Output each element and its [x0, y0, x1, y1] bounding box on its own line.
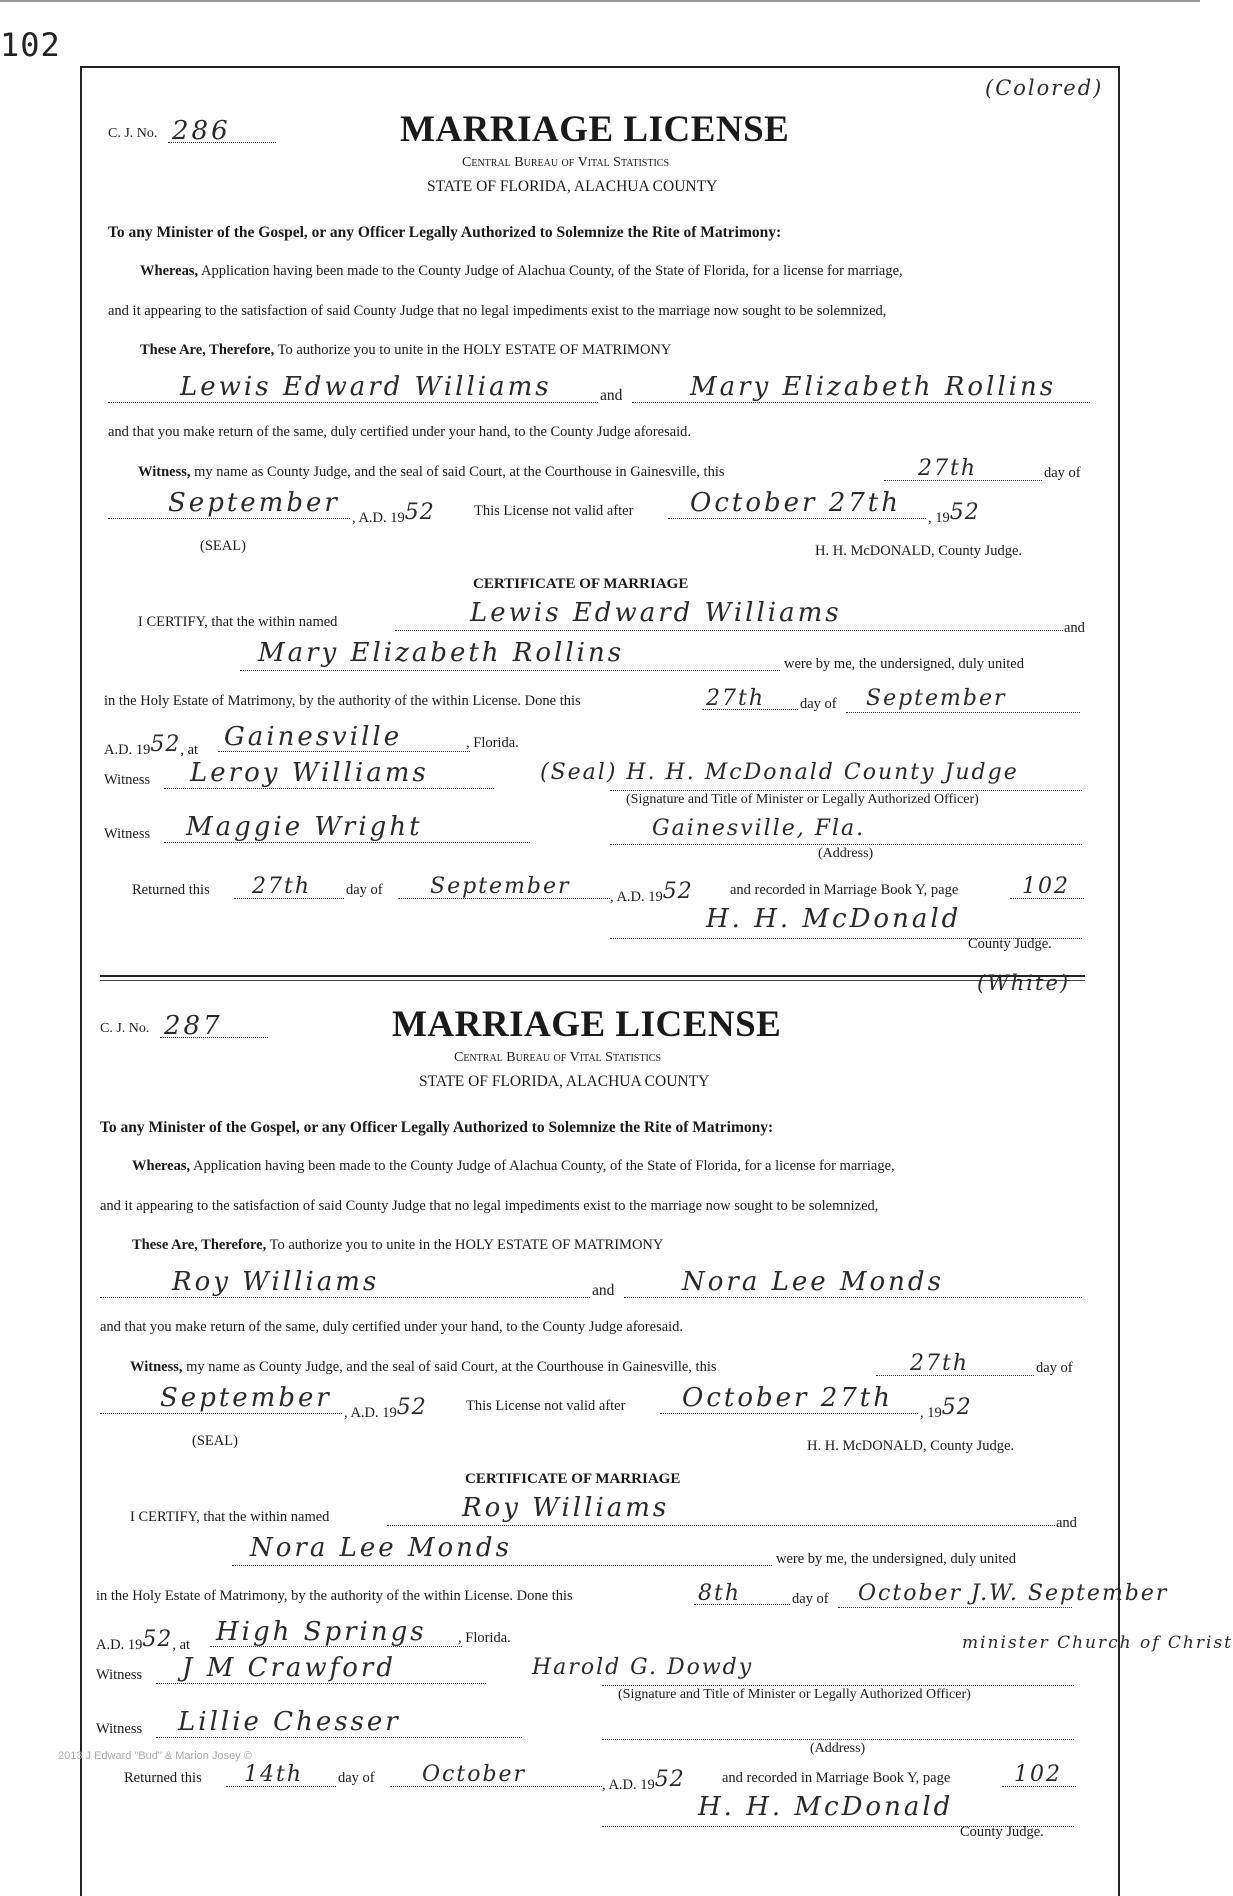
expiry-year: 52 [949, 500, 980, 525]
returned-year-wrap [602, 1767, 685, 1795]
copyright-stamp: 2013 J Edward "Bud" & Marion Josey © [58, 1750, 252, 1762]
done-month: October J.W. September [858, 1581, 1169, 1606]
signature-caption: (Signature and Title of Minister or Legally Authorized Officer) [618, 1687, 971, 1702]
cert-bride-line [232, 1565, 772, 1566]
license-286 [0, 0, 1200, 880]
issue-year: 52 [404, 500, 435, 525]
witness1-line [156, 1683, 486, 1684]
returned-day: 14th [244, 1762, 304, 1787]
issue-year: 52 [396, 1395, 427, 1420]
cj-label: C. J. No. [108, 126, 158, 141]
expiry-date: October 27th [682, 1383, 893, 1413]
expiry-line [668, 518, 926, 519]
return-line: and that you make return of the same, duly certified under your hand, to the County Judge aforesaid. [100, 1319, 684, 1335]
expiry-prefix: , 19 [928, 510, 950, 526]
returned-ad: , A.D. 19 [602, 1777, 655, 1793]
expiry-prefix: , 19 [920, 1405, 942, 1421]
whereas-bold: Whereas, [132, 1158, 191, 1174]
groom-name: Roy Williams [172, 1267, 380, 1297]
bride-line [632, 402, 1090, 403]
salutation: To any Minister of the Gospel, or any Officer Legally Authorized to Solemnize the Rite of Matrimony: [100, 1119, 774, 1136]
issue-day: 27th [918, 456, 978, 481]
cert-and: and [1064, 620, 1085, 636]
witness1-name: J M Crawford [182, 1653, 397, 1683]
whereas-line [140, 263, 903, 280]
ad-at-label: A.D. 19 [96, 1637, 143, 1653]
done-day-of: day of [792, 1591, 829, 1607]
and-label: and [592, 1282, 615, 1299]
expiry-year-wrap [920, 1395, 972, 1423]
issue-month-line [108, 518, 350, 519]
cert-bride: Mary Elizabeth Rollins [258, 638, 625, 668]
holy-estate-line: in the Holy Estate of Matrimony, by the authority of the within License. Done this [104, 693, 581, 709]
recorded-label: and recorded in Marriage Book Y, page [722, 1770, 951, 1786]
issue-ad [344, 1395, 427, 1423]
expiry-date: October 27th [690, 488, 901, 518]
expiry-year: 52 [941, 1395, 972, 1420]
returned-day-of: day of [346, 882, 383, 898]
witness2-label: Witness [96, 1721, 143, 1737]
cert-and: and [1056, 1515, 1077, 1531]
witness-text: my name as County Judge, and the seal of said Court, at the Courthouse in Gainesville, this [186, 1359, 717, 1375]
issue-day: 27th [910, 1351, 970, 1376]
bureau-line: Central Bureau of Vital Statistics [454, 1050, 662, 1065]
cj-no: 286 [172, 116, 231, 146]
at-label: , at [172, 1637, 191, 1653]
done-year-wrap [104, 732, 199, 760]
officiant-signature: Harold G. Dowdy [532, 1655, 754, 1680]
county-judge-label: County Judge. [960, 1824, 1044, 1840]
license-title: MARRIAGE LICENSE [400, 109, 790, 150]
certificate-title: CERTIFICATE OF MARRIAGE [465, 1471, 681, 1487]
expiry-year-wrap [928, 500, 980, 528]
bride-line [624, 1297, 1082, 1298]
address: Gainesville, Fla. [652, 816, 866, 841]
done-month: September [866, 686, 1007, 711]
salutation: To any Minister of the Gospel, or any Officer Legally Authorized to Solemnize the Rite of Matrimony: [108, 224, 782, 241]
state-line: STATE OF FLORIDA, ALACHUA COUNTY [419, 1073, 710, 1090]
ad-at-label: A.D. 19 [104, 742, 151, 758]
address-line [610, 844, 1082, 845]
issue-month: September [168, 488, 340, 518]
witness2-name: Maggie Wright [186, 812, 423, 842]
cert-groom-line [395, 630, 1063, 631]
bride-name: Nora Lee Monds [682, 1267, 944, 1297]
these-are-text: To authorize you to unite in the HOLY ESTATE OF MATRIMONY [269, 1237, 664, 1253]
witness-judge-line [138, 464, 725, 481]
these-are-bold: These Are, Therefore, [140, 342, 275, 358]
bride-name: Mary Elizabeth Rollins [690, 372, 1057, 402]
signature-caption: (Signature and Title of Minister or Legally Authorized Officer) [626, 792, 979, 807]
united-label: were by me, the undersigned, duly united [776, 1551, 1016, 1567]
returned-year: 52 [662, 879, 693, 904]
cert-groom: Lewis Edward Williams [470, 598, 842, 628]
witness1-label: Witness [104, 772, 151, 788]
witness-bold: Witness, [138, 464, 191, 480]
done-month-line [846, 712, 1080, 713]
license-287 [0, 895, 1233, 1775]
whereas-text: Application having been made to the County Judge of Alachua County, of the State of Florida, for a license for marriage, [192, 1158, 895, 1174]
day-of-label: day of [1044, 465, 1081, 481]
expiry-line [660, 1413, 918, 1414]
appearing-line: and it appearing to the satisfaction of said County Judge that no legal impediments exist to the marriage now sought to be solemnized, [100, 1198, 879, 1214]
holy-estate-line: in the Holy Estate of Matrimony, by the authority of the within License. Done this [96, 1588, 573, 1604]
ad-label: , A.D. 19 [344, 1405, 397, 1421]
groom-line [100, 1297, 590, 1298]
returned-ad: , A.D. 19 [610, 889, 663, 905]
witness1-name: Leroy Williams [190, 758, 429, 788]
witness-judge-line [130, 1359, 717, 1376]
state-line: STATE OF FLORIDA, ALACHUA COUNTY [427, 178, 718, 195]
groom-line [108, 402, 598, 403]
book-page: 102 [1014, 1762, 1062, 1787]
at-label: , at [180, 742, 199, 758]
returned-year-wrap [610, 879, 693, 907]
returned-day-of: day of [338, 1770, 375, 1786]
groom-name: Lewis Edward Williams [180, 372, 552, 402]
race-note: (Colored) [985, 76, 1104, 100]
officiant-signature: (Seal) H. H. McDonald County Judge [540, 760, 1019, 785]
recorded-label: and recorded in Marriage Book Y, page [730, 882, 959, 898]
returned-month: September [430, 874, 571, 899]
race-note: (White) [977, 971, 1071, 995]
officiant-line [602, 1685, 1074, 1686]
cj-label: C. J. No. [100, 1021, 150, 1036]
seal-label: (SEAL) [200, 538, 246, 554]
seal-label: (SEAL) [192, 1433, 238, 1449]
returned-year: 52 [654, 1767, 685, 1792]
witness-text: my name as County Judge, and the seal of said Court, at the Courthouse in Gainesville, this [194, 464, 725, 480]
cert-bride-line [240, 670, 780, 671]
return-line: and that you make return of the same, duly certified under your hand, to the County Judge aforesaid. [108, 424, 692, 440]
done-day: 8th [698, 1581, 742, 1606]
license-title: MARRIAGE LICENSE [392, 1004, 782, 1045]
these-are-line [132, 1237, 663, 1254]
book-page: 102 [1022, 874, 1070, 899]
certificate-title: CERTIFICATE OF MARRIAGE [473, 576, 689, 592]
done-day: 27th [706, 686, 766, 711]
whereas-bold: Whereas, [140, 263, 199, 279]
judge-signature: H. H. McDonald [698, 1792, 954, 1822]
place: High Springs [216, 1617, 427, 1647]
united-label: were by me, the undersigned, duly united [784, 656, 1024, 672]
return-block-287 [0, 1762, 1192, 1850]
address-caption: (Address) [818, 846, 874, 861]
issue-month-line [100, 1413, 342, 1414]
done-year-wrap [96, 1627, 191, 1655]
returned-day: 27th [252, 874, 312, 899]
witness1-label: Witness [96, 1667, 143, 1683]
done-day-of: day of [800, 696, 837, 712]
these-are-bold: These Are, Therefore, [132, 1237, 267, 1253]
witness2-line [156, 1737, 522, 1738]
cert-bride: Nora Lee Monds [250, 1533, 512, 1563]
cert-groom-line [387, 1525, 1055, 1526]
bureau-line: Central Bureau of Vital Statistics [462, 155, 670, 170]
certify-label: I CERTIFY, that the within named [130, 1509, 330, 1525]
done-year: 52 [150, 732, 181, 757]
cj-no: 287 [164, 1011, 223, 1041]
and-label: and [600, 387, 623, 404]
place: Gainesville [224, 722, 403, 752]
returned-label: Returned this [124, 1770, 202, 1786]
judge-printed: H. H. McDONALD, County Judge. [807, 1438, 1015, 1454]
issue-month: September [160, 1383, 332, 1413]
done-month-line [838, 1607, 1072, 1608]
witness2-label: Witness [104, 826, 151, 842]
page-number: 102 [0, 26, 61, 64]
done-year: 52 [142, 1627, 173, 1652]
appearing-line: and it appearing to the satisfaction of said County Judge that no legal impediments exist to the marriage now sought to be solemnized, [108, 303, 887, 319]
judge-printed: H. H. McDONALD, County Judge. [815, 543, 1023, 559]
cert-groom: Roy Williams [462, 1493, 670, 1523]
issue-ad [352, 500, 435, 528]
county-judge-label: County Judge. [968, 936, 1052, 952]
florida-label: , Florida. [466, 735, 519, 751]
witness-bold: Witness, [130, 1359, 183, 1375]
these-are-text: To authorize you to unite in the HOLY ESTATE OF MATRIMONY [277, 342, 672, 358]
address-caption: (Address) [810, 1741, 866, 1756]
not-valid-label: This License not valid after [474, 503, 634, 519]
witness1-line [164, 788, 494, 789]
witness2-name: Lillie Chesser [178, 1707, 401, 1737]
returned-label: Returned this [132, 882, 210, 898]
certify-label: I CERTIFY, that the within named [138, 614, 338, 630]
florida-label: , Florida. [458, 1630, 511, 1646]
these-are-line [140, 342, 671, 359]
returned-month: October [422, 1762, 527, 1787]
not-valid-label: This License not valid after [466, 1398, 626, 1414]
witness2-line [164, 842, 530, 843]
officiant-note: minister Church of Christ [962, 1633, 1233, 1653]
judge-signature: H. H. McDonald [706, 904, 962, 934]
address-line [602, 1739, 1074, 1740]
whereas-line [132, 1158, 895, 1175]
day-of-label: day of [1036, 1360, 1073, 1376]
return-block-286 [0, 874, 1200, 962]
officiant-line [610, 790, 1082, 791]
whereas-text: Application having been made to the County Judge of Alachua County, of the State of Florida, for a license for marriage, [200, 263, 903, 279]
ad-label: , A.D. 19 [352, 510, 405, 526]
